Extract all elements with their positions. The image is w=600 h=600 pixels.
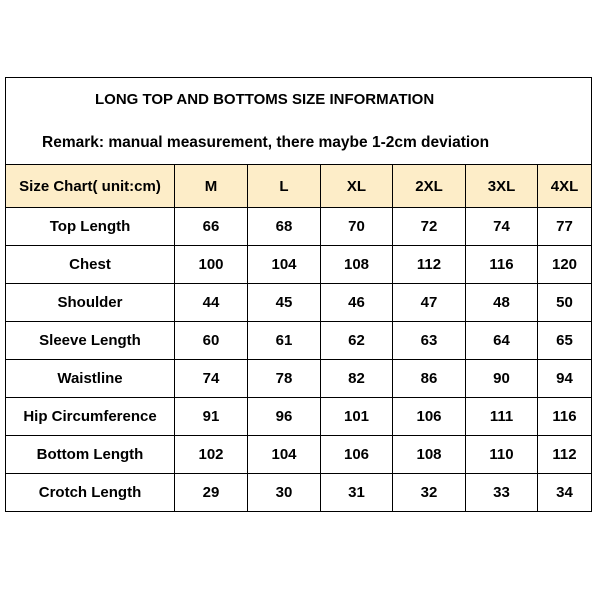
table-cell: 66	[175, 208, 248, 246]
table-row	[6, 246, 592, 284]
table-cell: 70	[321, 208, 393, 246]
table-cell: 63	[393, 322, 466, 360]
table-cell: 112	[538, 436, 592, 474]
header-cell: 2XL	[393, 165, 466, 208]
table-cell: 45	[248, 284, 321, 322]
table-cell: 91	[175, 398, 248, 436]
row-label: Bottom Length	[6, 436, 175, 474]
table-cell: 34	[538, 474, 592, 512]
table-cell: 77	[538, 208, 592, 246]
row-label: Crotch Length	[6, 474, 175, 512]
table-cell: 102	[175, 436, 248, 474]
table-cell: 116	[538, 398, 592, 436]
table-cell: 64	[466, 322, 538, 360]
table-cell: 32	[393, 474, 466, 512]
table-cell: 110	[466, 436, 538, 474]
table-cell: 74	[175, 360, 248, 398]
table-row	[6, 436, 592, 474]
header-cell: Size Chart( unit:cm)	[6, 165, 175, 208]
row-label: Chest	[6, 246, 175, 284]
table-row	[6, 284, 592, 322]
table-cell: 60	[175, 322, 248, 360]
table-cell: 33	[466, 474, 538, 512]
header-cell: M	[175, 165, 248, 208]
table-row	[6, 322, 592, 360]
table-cell: 104	[248, 436, 321, 474]
table-cell: 61	[248, 322, 321, 360]
table-cell: 104	[248, 246, 321, 284]
header-cell: L	[248, 165, 321, 208]
header-cell: 3XL	[466, 165, 538, 208]
header-cell: 4XL	[538, 165, 592, 208]
table-cell: 96	[248, 398, 321, 436]
row-label: Hip Circumference	[6, 398, 175, 436]
table-cell: 65	[538, 322, 592, 360]
table-cell: 82	[321, 360, 393, 398]
table-cell: 47	[393, 284, 466, 322]
table-cell: 31	[321, 474, 393, 512]
table-cell: 112	[393, 246, 466, 284]
title-cell	[6, 78, 592, 165]
row-label: Top Length	[6, 208, 175, 246]
header-row	[6, 165, 592, 208]
table-cell: 101	[321, 398, 393, 436]
table-row	[6, 360, 592, 398]
table-cell: 94	[538, 360, 592, 398]
table-cell: 30	[248, 474, 321, 512]
table-cell: 108	[321, 246, 393, 284]
table-cell: 90	[466, 360, 538, 398]
table-cell: 100	[175, 246, 248, 284]
table-cell: 74	[466, 208, 538, 246]
table-cell: 116	[466, 246, 538, 284]
table-cell: 86	[393, 360, 466, 398]
table-cell: 111	[466, 398, 538, 436]
table-cell: 108	[393, 436, 466, 474]
table-cell: 106	[321, 436, 393, 474]
table-cell: 120	[538, 246, 592, 284]
title-row	[6, 78, 592, 165]
row-label: Shoulder	[6, 284, 175, 322]
table-cell: 44	[175, 284, 248, 322]
table-cell: 46	[321, 284, 393, 322]
table-row	[6, 474, 592, 512]
table-cell: 48	[466, 284, 538, 322]
row-label: Sleeve Length	[6, 322, 175, 360]
table-row	[6, 398, 592, 436]
remark-text: Remark: manual measurement, there maybe 1-2cm deviation	[42, 134, 490, 151]
table-cell: 50	[538, 284, 592, 322]
chart-title: LONG TOP AND BOTTOMS SIZE INFORMATION	[95, 91, 435, 108]
table-cell: 29	[175, 474, 248, 512]
row-label: Waistline	[6, 360, 175, 398]
header-cell: XL	[321, 165, 393, 208]
table-cell: 78	[248, 360, 321, 398]
size-chart-table	[5, 77, 592, 512]
table-cell: 62	[321, 322, 393, 360]
table-row	[6, 208, 592, 246]
table-cell: 106	[393, 398, 466, 436]
table-cell: 68	[248, 208, 321, 246]
table-cell: 72	[393, 208, 466, 246]
